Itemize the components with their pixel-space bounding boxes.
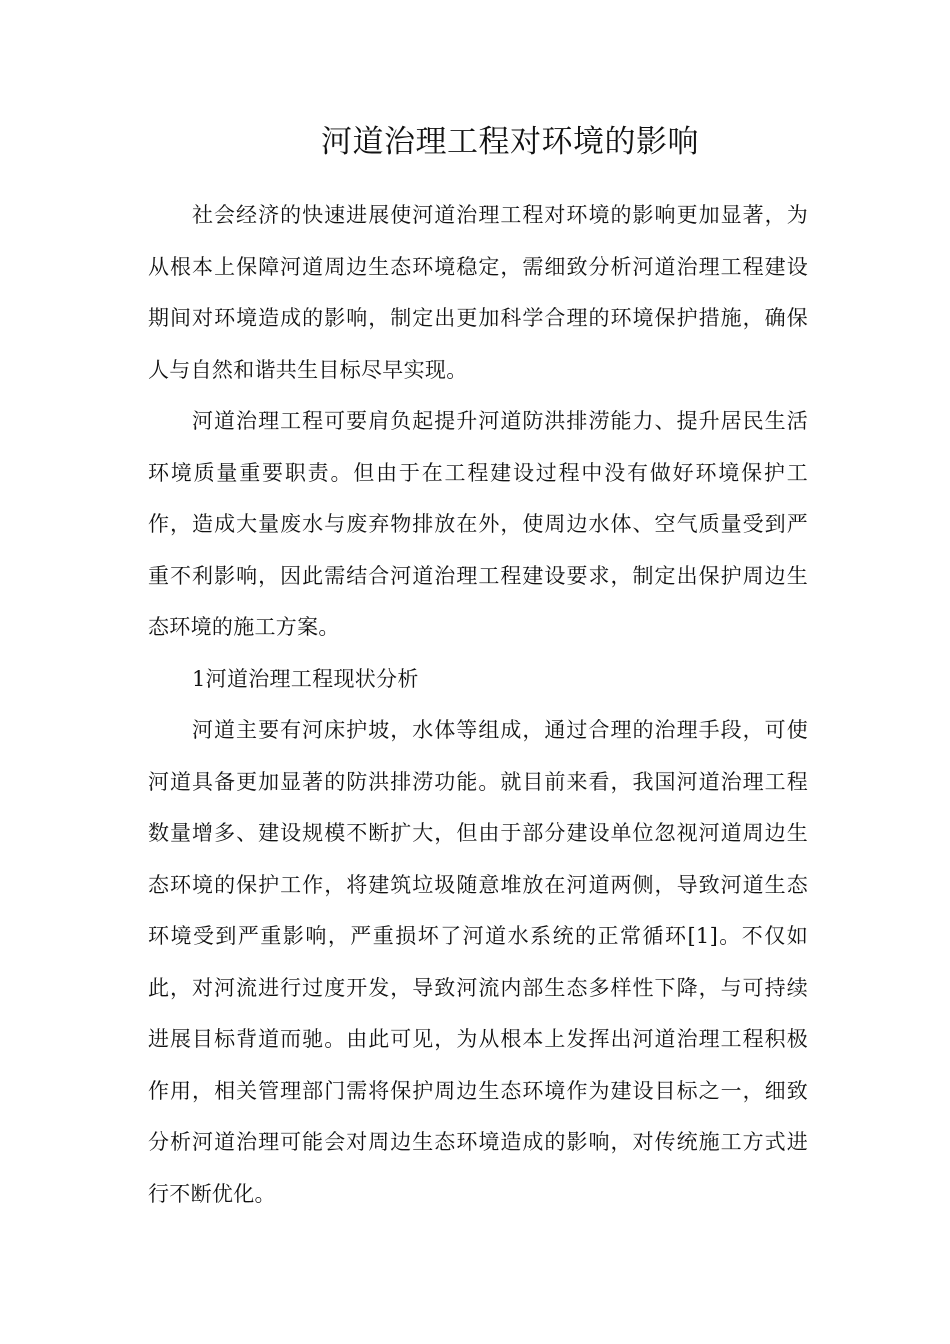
paragraph-status-analysis: 河道主要有河床护坡，水体等组成，通过合理的治理手段，可使河道具备更加显著的防洪排涝功能。就目前来看，我国河道治理工程数量增多、建设规模不断扩大，但由于部分建设单位忽视河道周边生态环境的保护工作，将建筑垃圾随意堆放在河道两侧，导致河道生态环境受到严重影响，严重损坏了河道水系统的正常循环[1]。不仅如此，对河流进行过度开发，导致河流内部生态多样性下降，与可持续进展目标背道而驰。由此可见，为从根本上发挥出河道治理工程积极作用，相关管理部门需将保护周边生态环境作为建设目标之一，细致分析河道治理可能会对周边生态环境造成的影响，对传统施工方式进行不断优化。	[148, 718, 808, 1206]
paragraph-intro: 社会经济的快速进展使河道治理工程对环境的影响更加显著，为从根本上保障河道周边生态环境稳定，需细致分析河道治理工程建设期间对环境造成的影响，制定出更加科学合理的环境保护措施，确保人与自然和谐共生目标尽早实现。	[148, 203, 808, 382]
section-heading: 1河道治理工程现状分析	[192, 666, 419, 691]
paragraph-responsibility: 河道治理工程可要肩负起提升河道防洪排涝能力、提升居民生活环境质量重要职责。但由于在工程建设过程中没有做好环境保护工作，造成大量废水与废弃物排放在外，使周边水体、空气质量受到严重不利影响，因此需结合河道治理工程建设要求，制定出保护周边生态环境的施工方案。	[148, 409, 808, 639]
document-body	[148, 190, 808, 1220]
document-title: 河道治理工程对环境的影响	[321, 124, 699, 160]
